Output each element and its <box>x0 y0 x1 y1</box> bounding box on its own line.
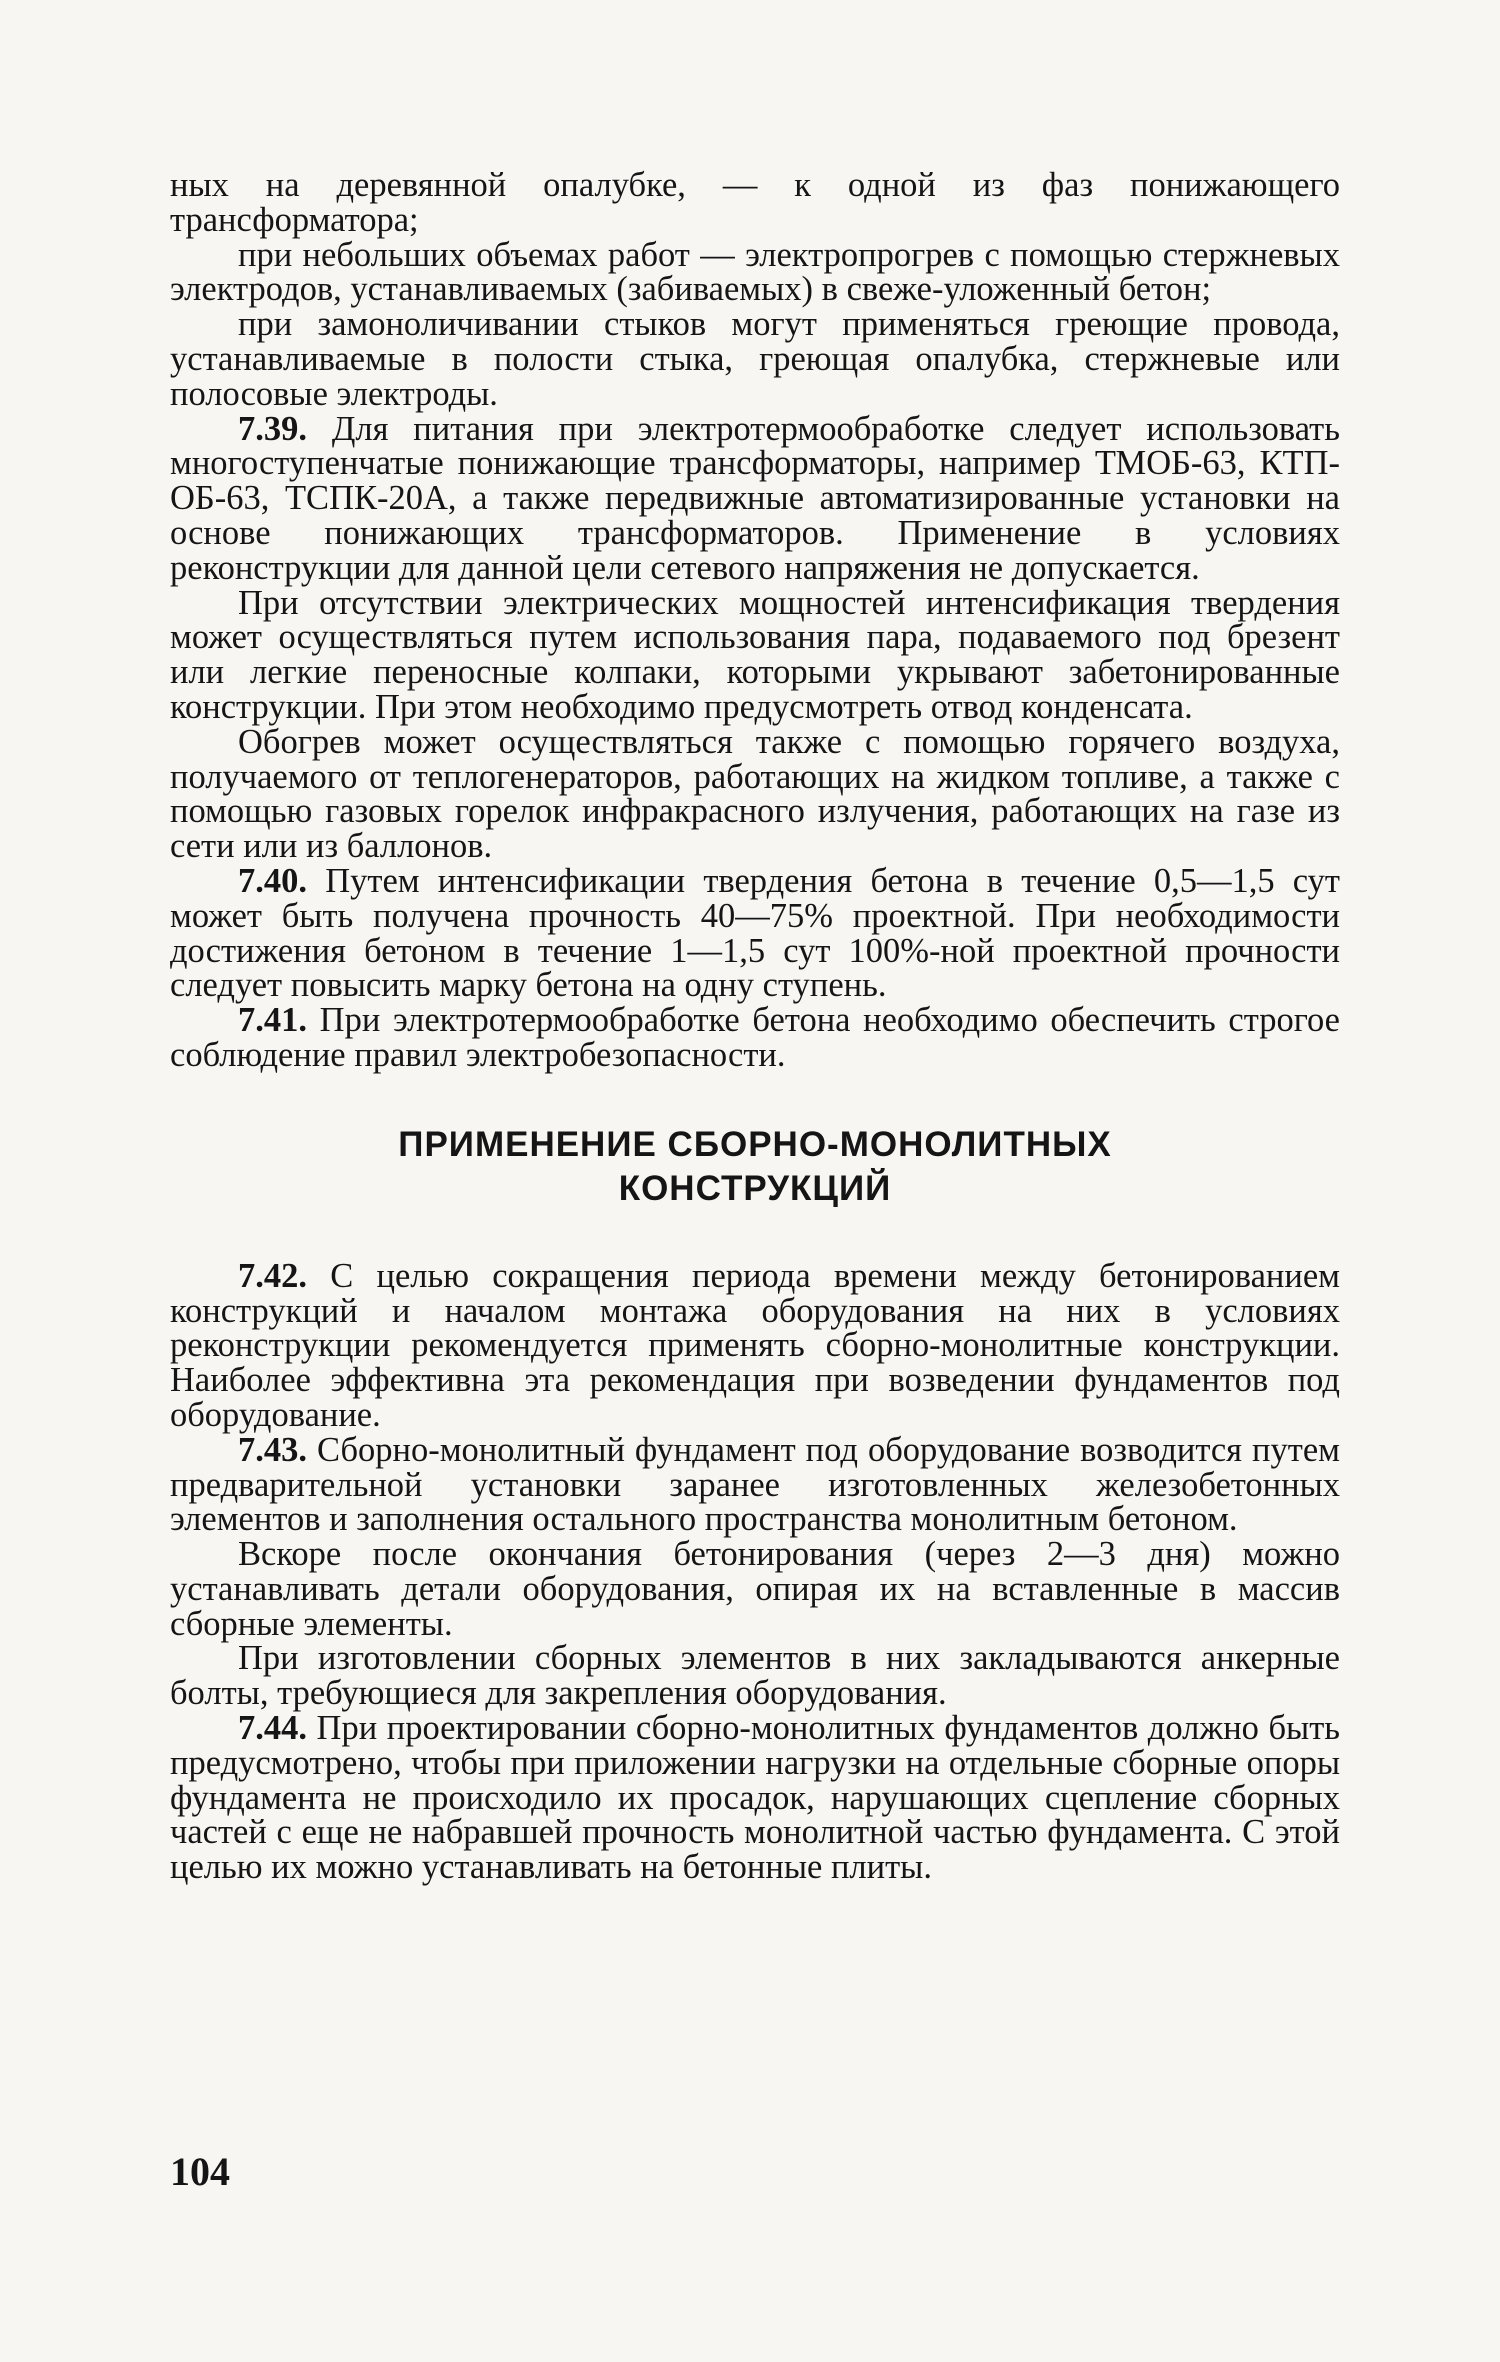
paragraph-text: Путем интенсификации твердения бетона в течение 0,5—1,5 сут может быть получена прочность 40—75% проектной. При необходимости достижения бетоном в течение 1—1,5 сут 100%-ной проектной прочности следует повысить марку бетона на одну ступень. <box>170 861 1340 1005</box>
section-heading <box>170 1123 1340 1211</box>
paragraph <box>170 583 1340 726</box>
clause-7-42 <box>170 1256 1340 1434</box>
paragraph-text: При изготовлении сборных элементов в них закладываются анкерные болты, требующиеся для закрепления оборудования. <box>170 1639 1340 1713</box>
paragraph-text: Обогрев может осуществляться также с помощью горячего воздуха, получаемого от теплогенераторов, работающих на жидком топливе, а также с помощью газовых горелок инфракрасного излучения, работающих на газе из сети или из баллонов. <box>170 722 1340 866</box>
page-body <box>170 168 1340 1885</box>
paragraph <box>170 1641 1340 1711</box>
paragraph <box>170 235 1340 309</box>
section-heading-line2: КОНСТРУКЦИЙ <box>618 1168 892 1208</box>
clause-number: 7.41. <box>238 1001 307 1040</box>
clause-number: 7.43. <box>238 1430 307 1469</box>
paragraph-text: С целью сокращения периода времени между бетонированием конструкций и началом монтажа оборудования на них в условиях реконструкции рекомендуется применять сборно-монолитные конструкции. Наиболее эффективна эта рекомендация при возведении фундаментов под оборудование. <box>170 1256 1340 1434</box>
paragraph-text: при замоноличивании стыков могут применяться греющие провода, устанавливаемые в полости стыка, греющая опалубка, стержневые или полосовые электроды. <box>170 305 1340 413</box>
paragraph-text: При отсутствии электрических мощностей интенсификация твердения может осуществляться путем использования пара, подаваемого под брезент или легкие переносные колпаки, которыми укрывают забетонированные конструкции. При этом необходимо предусмотреть отвод конденсата. <box>170 583 1340 726</box>
spacer <box>170 1211 1340 1259</box>
paragraph-text: Для питания при электротермообработке следует использовать многоступенчатые понижающие трансформаторы, например ТМОБ-63, КТП-ОБ-63, ТСПК-20А, а также передвижные автоматизированные установки на основе понижающих трансформаторов. Применение в условиях реконструкции для данной цели сетевого напряжения не допускается. <box>170 409 1340 587</box>
page-number: 104 <box>170 2149 230 2194</box>
paragraph-text: Сборно-монолитный фундамент под оборудование возводится путем предварительной установки заранее изготовленных железобетонных элементов и заполнения остального пространства монолитным бетоном. <box>170 1430 1340 1539</box>
clause-number: 7.42. <box>238 1256 307 1295</box>
clause-7-44 <box>170 1711 1340 1885</box>
clause-7-41 <box>170 1003 1340 1073</box>
paragraph <box>170 722 1340 866</box>
paragraph-text: при небольших объемах работ — электропрогрев с помощью стержневых электродов, устанавливаемых (забиваемых) в свеже-уложенный бетон; <box>170 235 1340 309</box>
clause-number: 7.39. <box>238 409 307 448</box>
clause-7-43 <box>170 1430 1340 1539</box>
section-heading-line1: ПРИМЕНЕНИЕ СБОРНО-МОНОЛИТНЫХ <box>398 1124 1112 1164</box>
spacer <box>170 1073 1340 1123</box>
clause-number: 7.44. <box>238 1709 307 1748</box>
paragraph-text: При проектировании сборно-монолитных фундаментов должно быть предусмотрено, чтобы при приложении нагрузки на отдельные сборные опоры фундамента не происходило их просадок, нарушающих сцепление сборных частей с еще не набравшей прочность монолитной частью фундамента. С этой целью их можно устанавливать на бетонные плиты. <box>170 1709 1340 1887</box>
clause-7-40 <box>170 861 1340 1005</box>
clause-7-39 <box>170 409 1340 587</box>
paragraph-continuation <box>170 168 1340 238</box>
paragraph-text: При электротермообработке бетона необходимо обеспечить строгое соблюдение правил электробезопасности. <box>170 1001 1340 1074</box>
clause-number: 7.40. <box>238 861 307 900</box>
paragraph-text: ных на деревянной опалубке, — к одной из фаз понижающего трансформатора; <box>170 166 1340 239</box>
paragraph <box>170 1537 1340 1641</box>
paragraph <box>170 307 1340 411</box>
paragraph-text: Вскоре после окончания бетонирования (через 2—3 дня) можно устанавливать детали оборудования, опирая их на вставленные в массив сборные элементы. <box>170 1535 1340 1643</box>
